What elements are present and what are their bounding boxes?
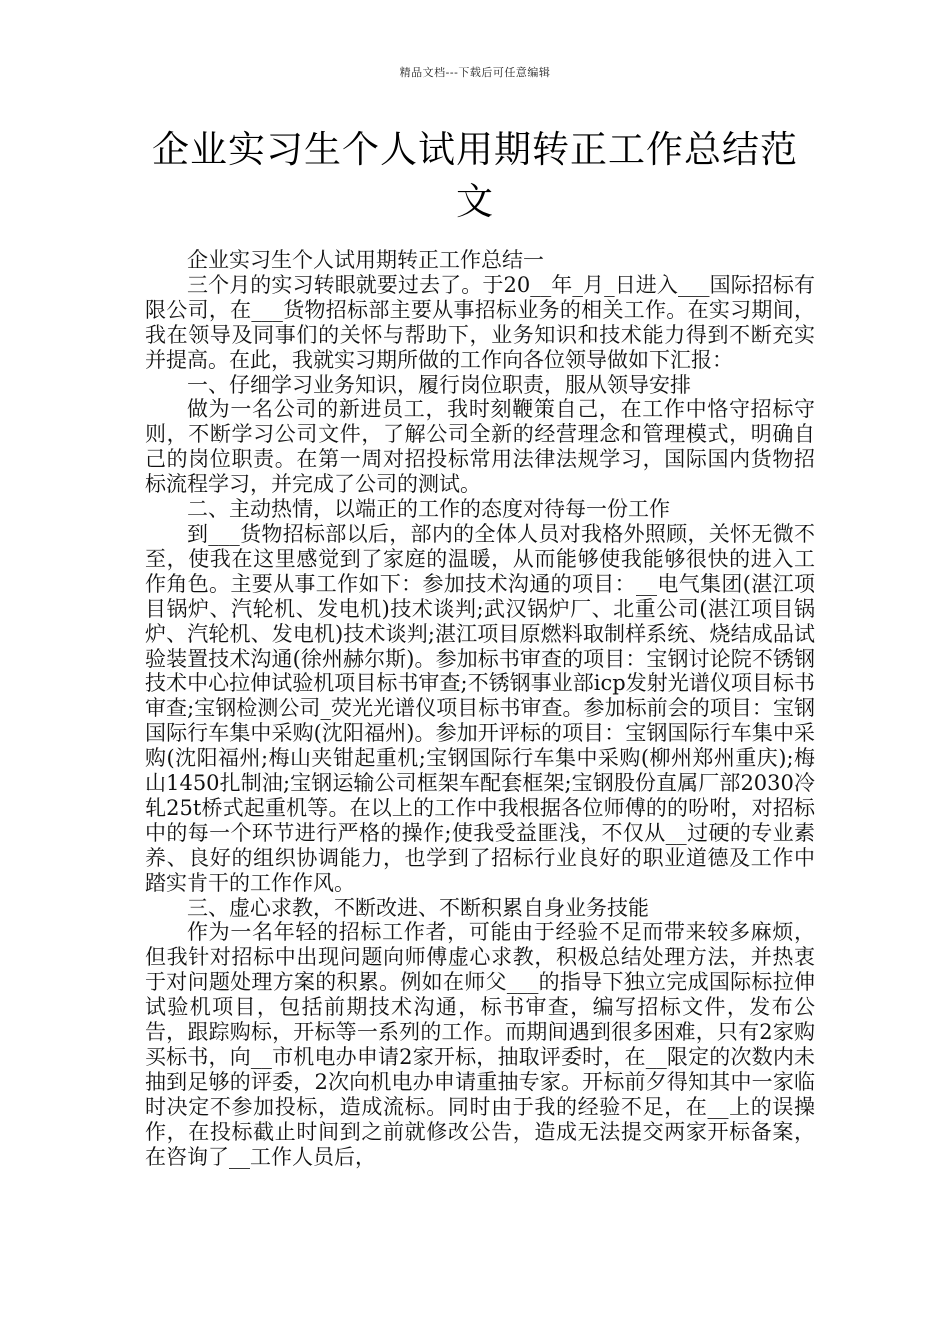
section-heading: 一、仔细学习业务知识，履行岗位职责，服从领导安排 [187,372,691,397]
header-note: 精品文档---下载后可任意编辑 [399,66,551,79]
body-paragraph: 做为一名公司的新进员工，我时刻鞭策自己，在工作中恪守招标守则，不断学习公司文件，了解公司全新的经营理念和管理模式，明确自己的岗位职责。在第一周对招投标常用法律法规学习，国际国内货物招标流程学习，并完成了公司的测试。 [145,397,815,497]
section-heading: 二、主动热情，以端正的工作的态度对待每一份工作 [187,497,670,522]
document-body [145,248,815,1170]
body-paragraph: 作为一名年轻的招标工作者，可能由于经验不足而带来较多麻烦，但我针对招标中出现问题向师傅虚心求教，积极总结处理方法，并热衷于对问题处理方案的积累。例如在师父___的指导下独立完成国际标拉伸试验机项目，包括前期技术沟通，标书审查，编写招标文件，发布公告，跟踪购标，开标等一系列的工作。而期间遇到很多困难，只有2家购买标书，向__市机电办申请2家开标，抽取评委时，在__限定的次数内未抽到足够的评委，2次向机电办申请重抽专家。开标前夕得知其中一家临时决定不参加投标，造成流标。同时由于我的经验不足，在__上的误操作，在投标截止时间到之前就修改公告，造成无法提交两家开标备案，在咨询了__工作人员后， [145,920,815,1169]
body-paragraph: 三个月的实习转眼就要过去了。于20__年_月_日进入___国际招标有限公司，在___货物招标部主要从事招标业务的相关工作。在实习期间，我在领导及同事们的关怀与帮助下，业务知识和技术能力得到不断充实并提高。在此，我就实习期所做的工作向各位领导做如下汇报： [145,272,815,372]
body-paragraph: 到___货物招标部以后，部内的全体人员对我格外照顾，关怀无微不至，使我在这里感觉到了家庭的温暖，从而能够使我能够很快的进入工作角色。主要从事工作如下：参加技术沟通的项目：__电气集团(湛江项目锅炉、汽轮机、发电机)技术谈判;武汉锅炉厂、北重公司(湛江项目锅炉、汽轮机、发电机)技术谈判;湛江项目原燃料取制样系统、烧结成品试验装置技术沟通(徐州赫尔斯)。参加标书审查的项目：宝钢讨论院不锈钢技术中心拉伸试验机项目标书审查;不锈钢事业部icp发射光谱仪项目标书审查;宝钢检测公司_荧光光谱仪项目标书审查。参加标前会的项目：宝钢国际行车集中采购(沈阳福州)。参加开评标的项目：宝钢国际行车集中采购(沈阳福州;梅山夹钳起重机;宝钢国际行车集中采购(柳州郑州重庆);梅山1450扎制油;宝钢运输公司框架车配套框架;宝钢股份直属厂部2030冷轧25t桥式起重机等。在以上的工作中我根据各位师傅的的吩咐，对招标中的每一个环节进行严格的操作;使我受益匪浅，不仅从__过硬的专业素养、良好的组织协调能力，也学到了招标行业良好的职业道德及工作中踏实肯干的工作作风。 [145,521,815,895]
section-heading: 企业实习生个人试用期转正工作总结一 [187,248,544,272]
section-heading: 三、虚心求教，不断改进、不断积累自身业务技能 [187,895,649,920]
document-title: 企业实习生个人试用期转正工作总结范文 [152,128,798,223]
